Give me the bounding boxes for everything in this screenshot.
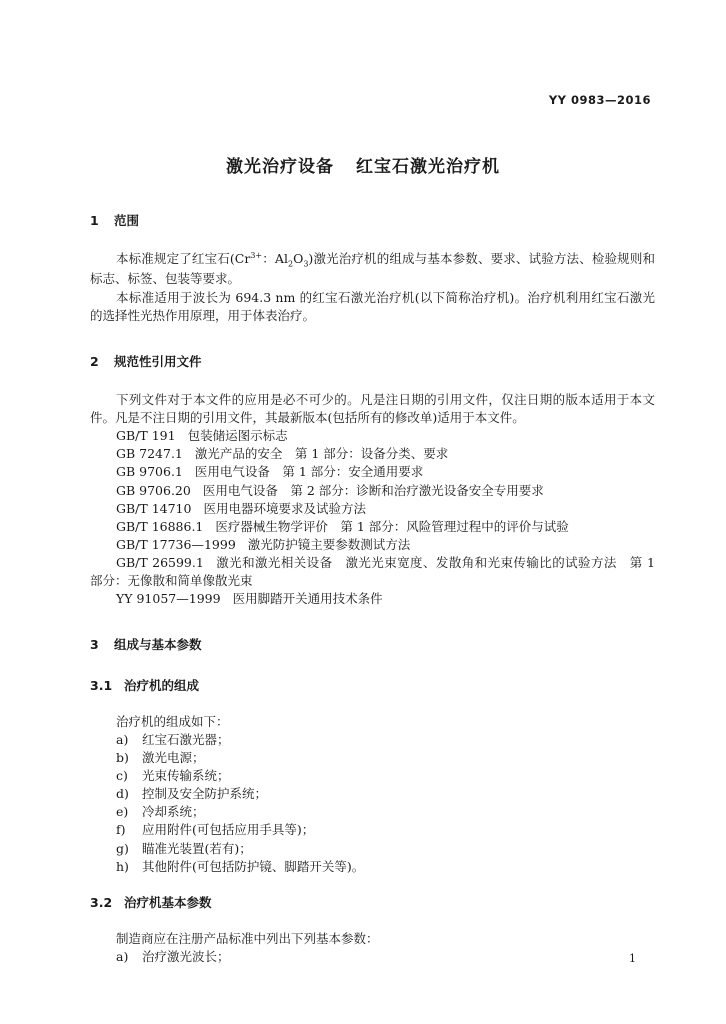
list-item: f) 应用附件(可包括应用手具等)；	[116, 822, 315, 838]
subsection-title: 治疗机基本参数	[124, 894, 212, 910]
list-item: c) 光束传输系统；	[116, 768, 230, 783]
subsection-title: 治疗机的组成	[124, 677, 200, 693]
list-item: a) 治疗激光波长；	[116, 949, 230, 964]
reference-item: GB 9706.20 医用电气设备 第 2 部分：诊断和治疗激光设备安全专用要求	[116, 482, 544, 498]
title-part-1: 激光治疗设备	[226, 157, 334, 177]
section-number: 1	[90, 213, 99, 228]
section-number: 2	[90, 353, 99, 369]
section-1-heading	[90, 212, 655, 230]
list-item: d) 控制及安全防护系统；	[116, 786, 268, 802]
parameters-intro: 制造商应在注册产品标准中列出下列基本参数：	[116, 930, 379, 946]
section-title: 组成与基本参数	[114, 637, 202, 653]
reference-item: GB/T 14710 医用电器环境要求及试验方法	[116, 500, 366, 516]
title-part-2: 红宝石激光治疗机	[356, 157, 500, 177]
document-body	[90, 212, 655, 966]
section-title: 范围	[114, 213, 140, 228]
reference-item: YY 91057—1999 医用脚踏开关通用技术条件	[116, 591, 383, 607]
reference-item: GB 7247.1 激光产品的安全 第 1 部分：设备分类、要求	[116, 446, 449, 462]
section-3-heading	[90, 636, 655, 654]
list-item: e) 冷却系统；	[116, 804, 205, 820]
reference-item: GB/T 16886.1 医疗器械生物学评价 第 1 部分：风险管理过程中的评价与试验	[116, 518, 569, 534]
subsection-number: 3.2	[90, 894, 113, 910]
composition-intro: 治疗机的组成如下：	[116, 713, 229, 729]
reference-item: GB 9706.1 医用电气设备 第 1 部分：安全通用要求	[116, 464, 424, 480]
list-item: h) 其他附件(可包括防护镜、脚踏开关等)。	[116, 858, 365, 874]
list-item: g) 瞄准光装置(若有)；	[116, 840, 252, 856]
standard-code: YY 0983—2016	[548, 93, 651, 107]
subsection-3-1-heading	[90, 677, 655, 695]
document-title	[0, 155, 726, 180]
list-item: b) 激光电源；	[116, 749, 205, 765]
reference-item: GB/T 26599.1 激光和激光相关设备 激光光束宽度、发散角和光束传输比的试验方法 第 1 部分：无像散和简单像散光束	[90, 555, 655, 589]
subsection-number: 3.1	[90, 677, 113, 693]
subsection-3-2-heading	[90, 894, 655, 912]
scope-paragraph-1: 本标准规定了红宝石($Cr^{3+}$：$Al_2O_3$)激光治疗机的组成与基本参数、要求、试验方法、检验规则和标志、标签、包装等要求。	[90, 251, 655, 287]
scope-paragraph-2: 本标准适用于波长为 694.3 nm 的红宝石激光治疗机(以下简称治疗机)。治疗机利用红宝石激光的选择性光热作用原理，用于体表治疗。	[90, 289, 655, 323]
references-intro: 下列文件对于本文件的应用是必不可少的。凡是注日期的引用文件，仅注日期的版本适用于本文件。凡是不注日期的引用文件，其最新版本(包括所有的修改单)适用于本文件。	[90, 391, 655, 425]
page-number: 1	[629, 952, 636, 965]
reference-item: GB/T 17736—1999 激光防护镜主要参数测试方法	[116, 536, 411, 552]
section-title: 规范性引用文件	[114, 353, 202, 369]
reference-item: GB/T 191 包装储运图示标志	[116, 428, 288, 444]
list-item: a) 红宝石激光器；	[116, 731, 230, 747]
section-2-heading	[90, 353, 655, 371]
section-number: 3	[90, 637, 99, 653]
